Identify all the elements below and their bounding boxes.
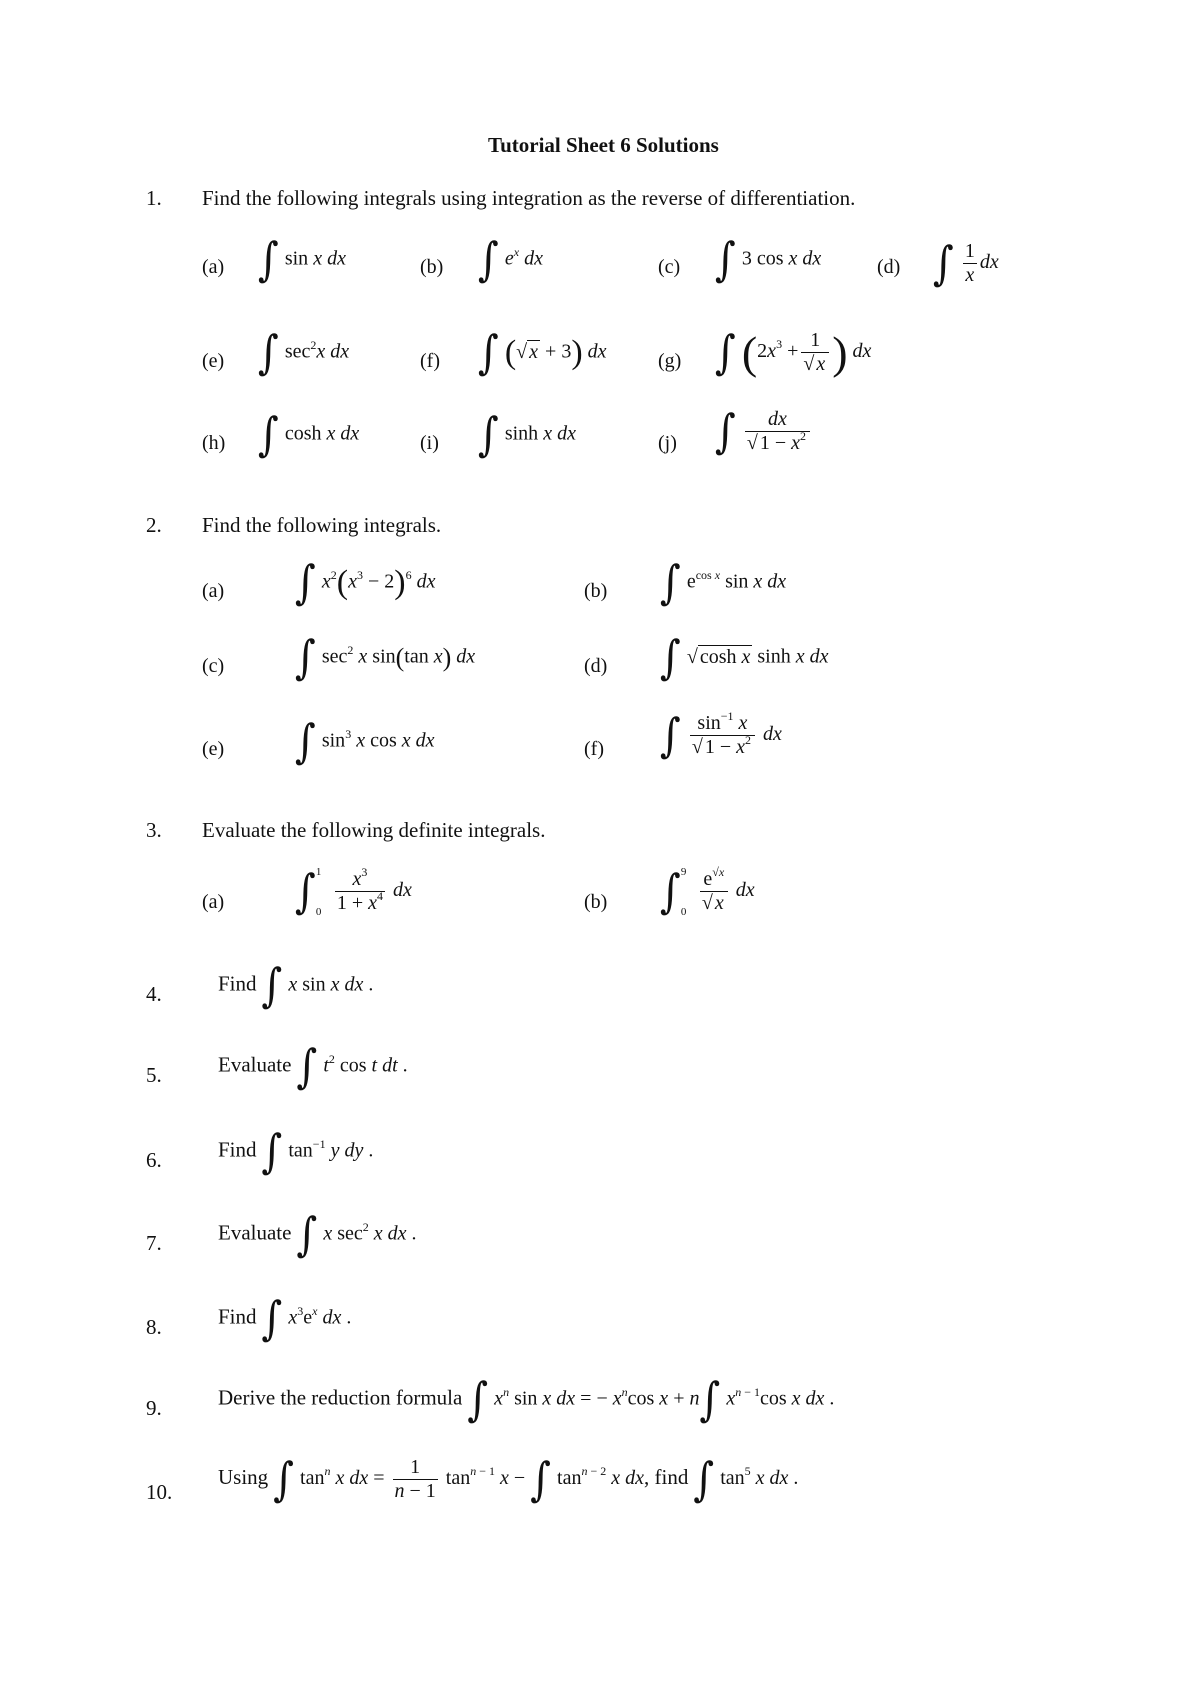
page-title: Tutorial Sheet 6 Solutions bbox=[488, 133, 719, 157]
integral-sign-icon: ∫ bbox=[295, 556, 316, 610]
q2c bbox=[202, 655, 224, 678]
q1a bbox=[202, 256, 224, 279]
q6-expr: Find ∫ $\tan^{-1} y$ dy . bbox=[218, 1125, 374, 1179]
integral-sign-icon: ∫ bbox=[273, 1453, 295, 1506]
q3b bbox=[584, 891, 607, 914]
q1h-expr: ∫ cosh x dx bbox=[258, 408, 360, 462]
q2d bbox=[584, 655, 607, 678]
q4-text: Find bbox=[218, 971, 257, 996]
q2a-expr: ∫ $x^2(x^3 - 2)^6$ dx bbox=[295, 556, 436, 610]
integral-sign-icon: ∫ bbox=[258, 233, 279, 287]
label-2a: (a) bbox=[202, 580, 225, 602]
integral-sign-icon: ∫ bbox=[660, 631, 681, 685]
q2e bbox=[202, 738, 224, 761]
integral-sign-icon: ∫ bbox=[261, 1292, 283, 1346]
q6-number: 6. bbox=[146, 1148, 162, 1172]
label-2b: (b) bbox=[584, 580, 608, 602]
q8-text: Find bbox=[218, 1304, 257, 1329]
q5-expr: Evaluate ∫ $t^2$ cos t dt . bbox=[218, 1040, 408, 1094]
integral-sign-icon: ∫ bbox=[693, 1453, 715, 1506]
integral-sign-icon: ∫ bbox=[478, 233, 499, 287]
integral-sign-icon: ∫ bbox=[660, 709, 681, 762]
label-1d: (d) bbox=[877, 256, 901, 278]
q2f-expr: ∫ $\frac{\sin^{-1} x}{√ 1 - x^2}$ dx bbox=[660, 709, 782, 762]
q2e-expr: ∫ $\sin^3 x$ cos x dx bbox=[295, 715, 435, 769]
q9-text: Derive the reduction formula bbox=[218, 1385, 463, 1410]
integral-sign-icon: ∫ bbox=[295, 631, 316, 685]
q8-expr: Find ∫ $x^3e^x$ dx . bbox=[218, 1292, 352, 1346]
q3a-expr: ∫ 1 0 $\frac{x^3}{1 + x^4}$ dx bbox=[295, 865, 412, 918]
q1g bbox=[658, 350, 681, 373]
q10-find: , find bbox=[644, 1465, 689, 1490]
q1c bbox=[658, 256, 680, 279]
q1b-expr: ∫ $e^x$ dx bbox=[478, 233, 543, 287]
q1h bbox=[202, 432, 225, 455]
label-1f: (f) bbox=[420, 350, 440, 372]
label-1j: (j) bbox=[658, 432, 677, 454]
integral-sign-icon: ∫ bbox=[296, 1040, 318, 1094]
q1d-expr: ∫ $\frac{1}{x}$ dx bbox=[933, 237, 999, 290]
q1i-expr: ∫ sinh x dx bbox=[478, 408, 576, 462]
q1b bbox=[420, 256, 443, 279]
integral-sign-icon: ∫ bbox=[660, 556, 681, 610]
q7-expr: Evaluate ∫ x $\sec^2 x$ dx . bbox=[218, 1208, 417, 1262]
q2d-expr: ∫ √ cosh x sinh x dx bbox=[660, 631, 829, 685]
q2-text: Find the following integrals. bbox=[202, 513, 442, 537]
integral-sign-icon: ∫ bbox=[478, 326, 499, 380]
q3b-expr: ∫ 9 0 $\frac{e^{√x}}{√ x}$ dx bbox=[660, 865, 755, 918]
q1f-expr: ∫ (√ x + 3) dx bbox=[478, 326, 607, 380]
label-1e: (e) bbox=[202, 350, 225, 372]
label-1a: (a) bbox=[202, 256, 225, 278]
q4-number: 4. bbox=[146, 982, 162, 1006]
label-1g: (g) bbox=[658, 350, 682, 372]
q3a bbox=[202, 891, 224, 914]
label-1c: (c) bbox=[658, 256, 681, 278]
q7-number: 7. bbox=[146, 1231, 162, 1255]
q2f bbox=[584, 738, 604, 761]
q2a bbox=[202, 580, 224, 603]
q9-expr: Derive the reduction formula ∫ $x^n$ sin x dx = − $x^n\cos$ x + n∫ $x^{n - 1}\cos$ x dx . bbox=[218, 1373, 835, 1427]
q1e-expr: ∫ $\sec^2x$ dx bbox=[258, 326, 350, 380]
q1i bbox=[420, 432, 439, 455]
integral-sign-icon: ∫ bbox=[715, 405, 736, 458]
integral-sign-icon: ∫ bbox=[530, 1453, 552, 1506]
label-3b: (b) bbox=[584, 891, 608, 913]
q8-number: 8. bbox=[146, 1315, 162, 1339]
q1f bbox=[420, 350, 440, 373]
integral-sign-icon: ∫ bbox=[467, 1373, 489, 1427]
label-1h: (h) bbox=[202, 432, 226, 454]
q1j bbox=[658, 432, 677, 455]
q1d bbox=[877, 256, 900, 279]
q1-text: Find the following integrals using integration as the reverse of differentiation. bbox=[202, 186, 856, 210]
integral-sign-icon: ∫ bbox=[295, 865, 316, 918]
label-2e: (e) bbox=[202, 738, 225, 760]
label-2f: (f) bbox=[584, 738, 604, 760]
integral-sign-icon: ∫ bbox=[261, 959, 283, 1013]
q2c-expr: ∫ $\sec^2 x$ sin(tan x) dx bbox=[295, 631, 476, 685]
q1e bbox=[202, 350, 224, 373]
label-2c: (c) bbox=[202, 655, 225, 677]
q1g-expr: ∫ ($2x^3$ + $\frac{1}{√ x}$ ) dx bbox=[715, 326, 872, 379]
integral-sign-icon: ∫ bbox=[699, 1373, 721, 1427]
q4-expr: Find ∫ x sin x dx . bbox=[218, 959, 374, 1013]
q10-number: 10. bbox=[146, 1480, 173, 1504]
q1c-expr: ∫ 3 cos x dx bbox=[715, 233, 822, 287]
q2-number: 2. bbox=[146, 513, 162, 537]
integral-sign-icon: ∫ bbox=[258, 408, 279, 462]
q1j-expr: ∫ $\frac{dx}{√ 1 - x^2}$ bbox=[715, 408, 813, 455]
integral-sign-icon: ∫ bbox=[715, 233, 736, 287]
integral-sign-icon: ∫ bbox=[296, 1208, 318, 1262]
label-2d: (d) bbox=[584, 655, 608, 677]
q5-number: 5. bbox=[146, 1063, 162, 1087]
integral-sign-icon: ∫ bbox=[933, 237, 954, 290]
integral-sign-icon: ∫ bbox=[258, 326, 279, 380]
integral-sign-icon: ∫ bbox=[478, 408, 499, 462]
q9-number: 9. bbox=[146, 1396, 162, 1420]
q10-expr: Using ∫ $\tan^n x$ dx = $\frac{1}{n - 1}$ $\tan^{n - 1} x$ − ∫ $\tan^{n - 2} x$ dx, find ∫ $\tan^5 x$ dx . bbox=[218, 1453, 799, 1506]
q1a-expr: ∫ sin x dx bbox=[258, 233, 346, 287]
q5-text: Evaluate bbox=[218, 1052, 292, 1077]
integral-sign-icon: ∫ bbox=[660, 865, 681, 918]
integral-sign-icon: ∫ bbox=[261, 1125, 283, 1179]
q1-number: 1. bbox=[146, 186, 162, 210]
label-1i: (i) bbox=[420, 432, 439, 454]
q3-number: 3. bbox=[146, 818, 162, 842]
q2b bbox=[584, 580, 607, 603]
q7-text: Evaluate bbox=[218, 1220, 292, 1245]
q6-text: Find bbox=[218, 1137, 257, 1162]
label-1b: (b) bbox=[420, 256, 444, 278]
q2b-expr: ∫ $e^{cos x}$ sin x dx bbox=[660, 556, 787, 610]
label-3a: (a) bbox=[202, 891, 225, 913]
q10-text: Using bbox=[218, 1465, 269, 1490]
integral-sign-icon: ∫ bbox=[295, 715, 316, 769]
integral-sign-icon: ∫ bbox=[715, 326, 736, 379]
q3-text: Evaluate the following definite integrals. bbox=[202, 818, 546, 842]
